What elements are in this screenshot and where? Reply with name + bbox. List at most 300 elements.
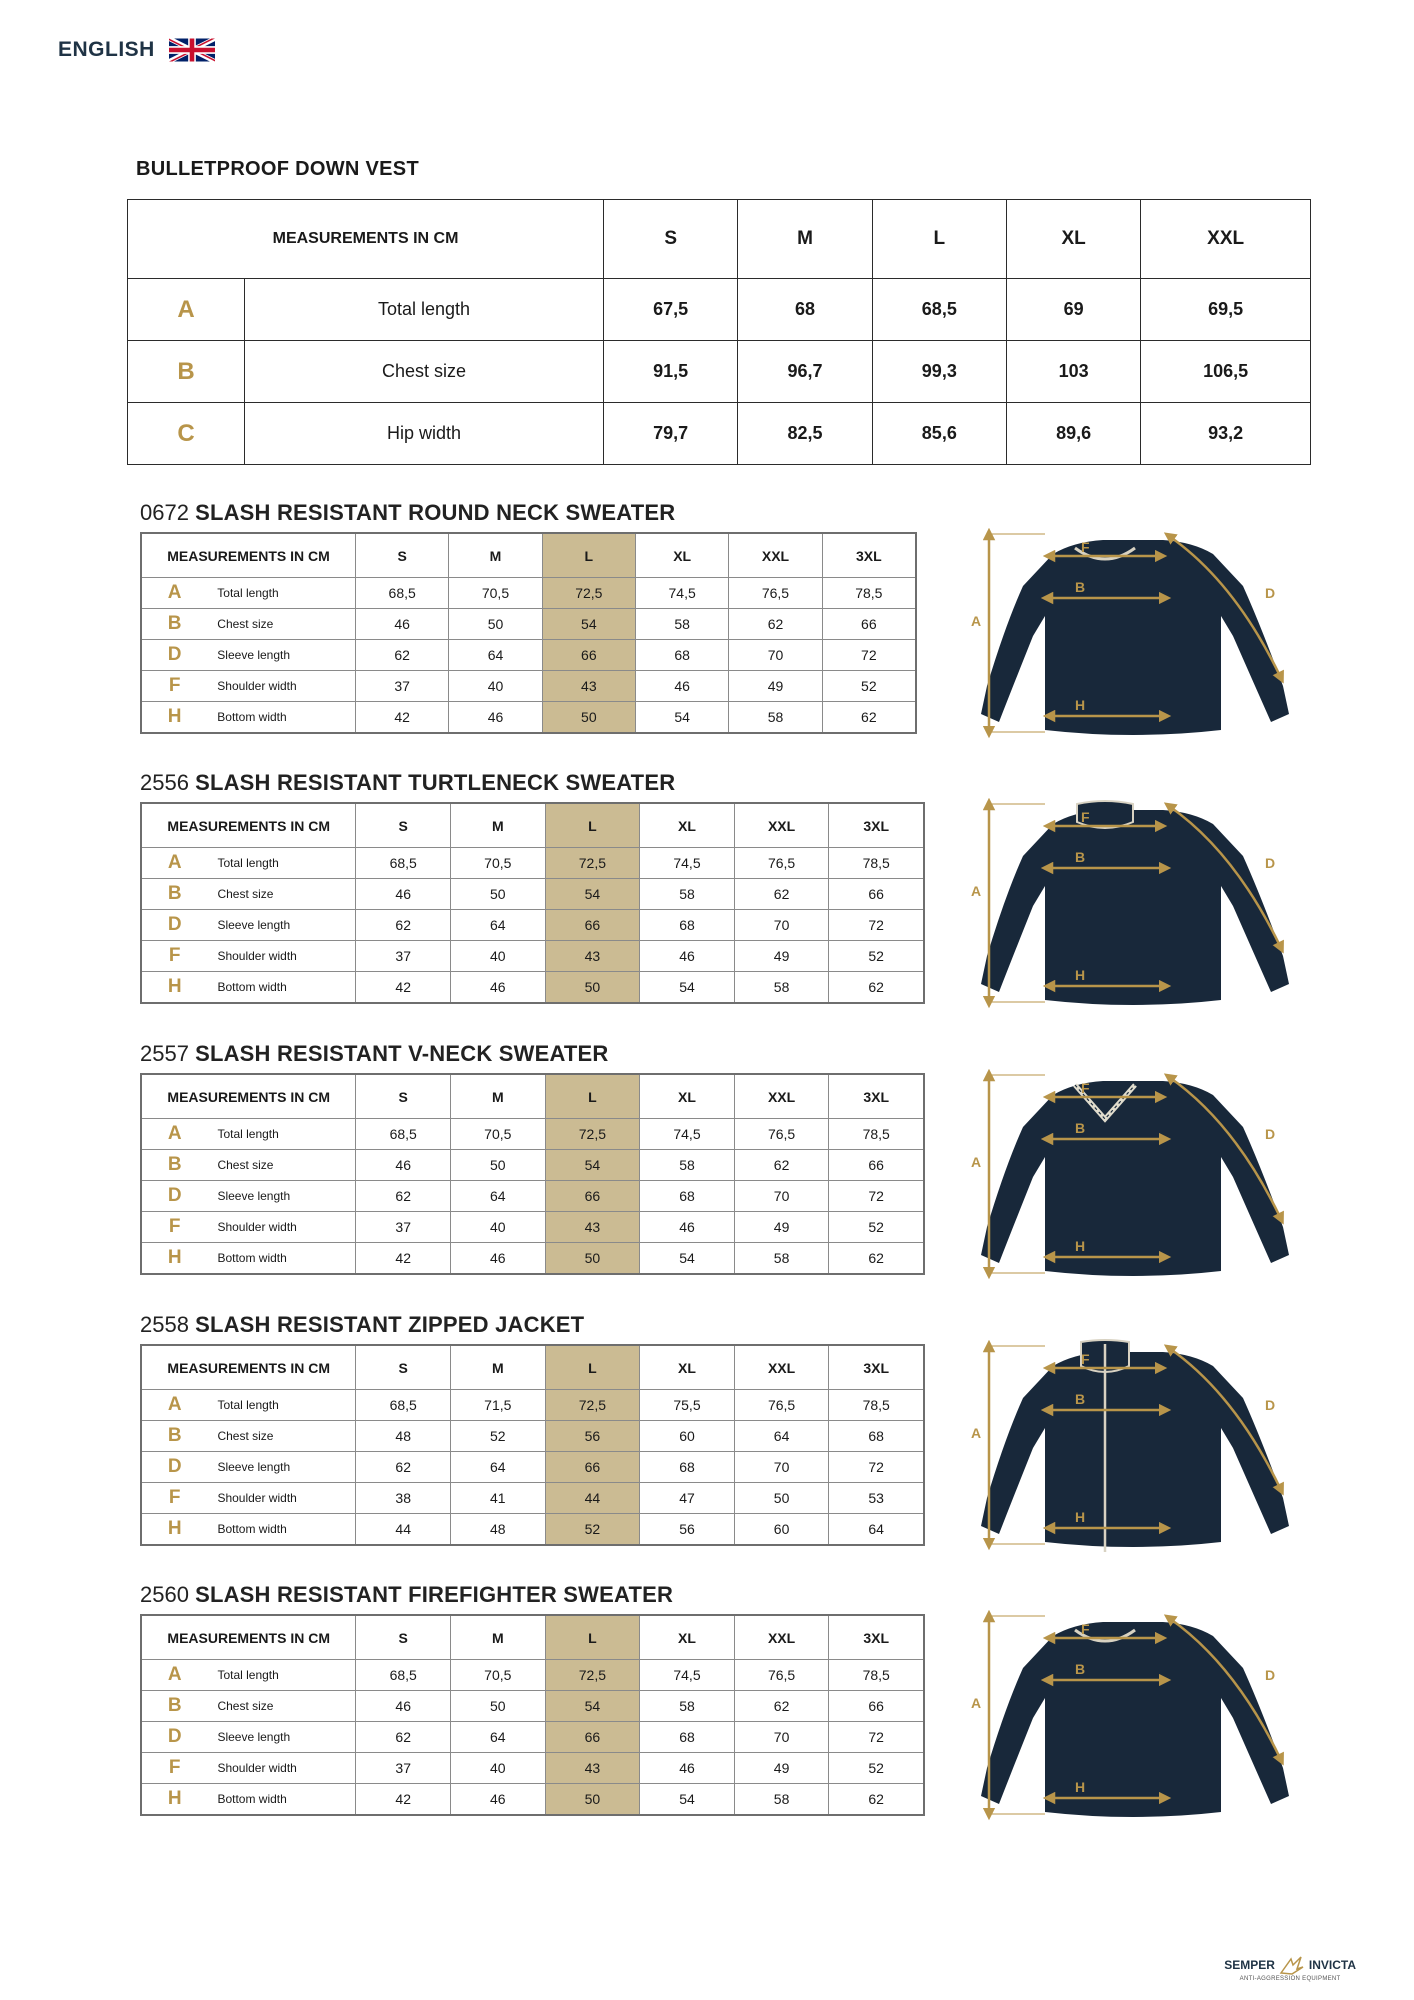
measurement-cell: 68,5 bbox=[356, 1660, 451, 1691]
size-table bbox=[140, 1614, 925, 1816]
size-header: 3XL bbox=[829, 803, 924, 848]
vest-row bbox=[128, 279, 1311, 341]
measurement-cell: 72 bbox=[829, 1722, 924, 1753]
measurement-cell: 74,5 bbox=[640, 848, 735, 879]
row-letter: H bbox=[141, 1784, 207, 1816]
vest-cell: 85,6 bbox=[872, 403, 1006, 465]
row-letter: F bbox=[141, 941, 207, 972]
measurement-cell: 72 bbox=[829, 1452, 924, 1483]
vest-cell: 96,7 bbox=[738, 341, 872, 403]
diagram-label-b: B bbox=[1075, 1661, 1086, 1677]
measurement-cell: 62 bbox=[822, 702, 916, 734]
row-label: Chest size bbox=[207, 1691, 355, 1722]
measurement-cell: 62 bbox=[734, 1691, 829, 1722]
measurement-cell: 53 bbox=[829, 1483, 924, 1514]
row-label: Chest size bbox=[207, 1421, 355, 1452]
measurement-row bbox=[141, 1483, 924, 1514]
measurement-cell: 76,5 bbox=[729, 578, 822, 609]
row-letter: A bbox=[141, 578, 207, 609]
row-letter: B bbox=[141, 1691, 207, 1722]
row-label: Sleeve length bbox=[207, 1452, 355, 1483]
vest-cell: 91,5 bbox=[604, 341, 738, 403]
measurement-cell: 70,5 bbox=[449, 578, 542, 609]
garment-diagram bbox=[965, 522, 1295, 747]
measurement-cell: 64 bbox=[451, 910, 546, 941]
measurement-cell: 50 bbox=[545, 1243, 640, 1275]
measurement-cell: 68,5 bbox=[356, 1119, 451, 1150]
diagram-label-f: F bbox=[1081, 1621, 1090, 1637]
measurement-row bbox=[141, 848, 924, 879]
measurement-cell: 44 bbox=[356, 1514, 451, 1546]
size-header: L bbox=[545, 1615, 640, 1660]
measurement-cell: 68 bbox=[640, 910, 735, 941]
measurement-cell: 70,5 bbox=[451, 1660, 546, 1691]
measurement-cell: 48 bbox=[451, 1514, 546, 1546]
measurements-header: MEASUREMENTS IN CM bbox=[141, 1615, 356, 1660]
size-header-row bbox=[141, 1615, 924, 1660]
measurement-cell: 40 bbox=[451, 941, 546, 972]
measurement-cell: 46 bbox=[356, 879, 451, 910]
measurement-cell: 50 bbox=[545, 1784, 640, 1816]
size-header: XXL bbox=[734, 1345, 829, 1390]
measurement-cell: 44 bbox=[545, 1483, 640, 1514]
measurement-cell: 66 bbox=[829, 1691, 924, 1722]
size-header: XXL bbox=[734, 803, 829, 848]
size-header: 3XL bbox=[829, 1074, 924, 1119]
vest-cell: 69 bbox=[1006, 279, 1140, 341]
measurement-cell: 52 bbox=[829, 941, 924, 972]
vest-size-l: L bbox=[872, 200, 1006, 279]
size-header: XL bbox=[640, 803, 735, 848]
measurement-cell: 54 bbox=[635, 702, 728, 734]
measurement-cell: 37 bbox=[356, 671, 449, 702]
size-header: S bbox=[356, 1615, 451, 1660]
measurement-cell: 62 bbox=[734, 1150, 829, 1181]
measurement-cell: 70,5 bbox=[451, 848, 546, 879]
measurement-cell: 62 bbox=[729, 609, 822, 640]
measurement-cell: 78,5 bbox=[829, 848, 924, 879]
measurement-row bbox=[141, 671, 916, 702]
measurement-cell: 75,5 bbox=[640, 1390, 735, 1421]
garment-section bbox=[140, 1041, 925, 1275]
row-letter: D bbox=[141, 640, 207, 671]
size-header: S bbox=[356, 1074, 451, 1119]
size-header: XXL bbox=[729, 533, 822, 578]
row-label: Sleeve length bbox=[207, 1181, 355, 1212]
measurement-cell: 68,5 bbox=[356, 1390, 451, 1421]
measurement-cell: 38 bbox=[356, 1483, 451, 1514]
size-header: L bbox=[542, 533, 635, 578]
size-header: S bbox=[356, 533, 449, 578]
size-table bbox=[140, 1073, 925, 1275]
measurement-cell: 46 bbox=[449, 702, 542, 734]
measurement-cell: 50 bbox=[451, 1150, 546, 1181]
measurement-cell: 54 bbox=[545, 879, 640, 910]
row-letter: H bbox=[141, 1514, 207, 1546]
row-letter: F bbox=[141, 1212, 207, 1243]
product-name: SLASH RESISTANT TURTLENECK SWEATER bbox=[195, 770, 676, 795]
measurements-header: MEASUREMENTS IN CM bbox=[141, 1074, 356, 1119]
vest-row-label: Total length bbox=[245, 279, 604, 341]
measurement-cell: 42 bbox=[356, 972, 451, 1004]
measurement-cell: 72 bbox=[829, 1181, 924, 1212]
measurement-cell: 49 bbox=[734, 1212, 829, 1243]
brand-left: SEMPER bbox=[1224, 1958, 1275, 1972]
measurement-cell: 72,5 bbox=[545, 1390, 640, 1421]
product-code: 0672 bbox=[140, 500, 189, 525]
row-letter: F bbox=[141, 671, 207, 702]
vest-header-label: MEASUREMENTS IN CM bbox=[128, 200, 604, 279]
measurement-cell: 68 bbox=[635, 640, 728, 671]
language-label: ENGLISH bbox=[58, 38, 155, 61]
measurement-cell: 49 bbox=[729, 671, 822, 702]
measurement-cell: 60 bbox=[640, 1421, 735, 1452]
size-header-row bbox=[141, 803, 924, 848]
vest-title: BULLETPROOF DOWN VEST bbox=[136, 158, 419, 180]
row-letter: D bbox=[141, 1181, 207, 1212]
section-title bbox=[140, 770, 925, 796]
measurement-cell: 70 bbox=[734, 910, 829, 941]
size-header: M bbox=[451, 1615, 546, 1660]
diagram-label-b: B bbox=[1075, 849, 1086, 865]
vest-row bbox=[128, 403, 1311, 465]
measurement-cell: 64 bbox=[449, 640, 542, 671]
row-letter: B bbox=[141, 1421, 207, 1452]
measurement-cell: 72,5 bbox=[545, 1660, 640, 1691]
measurement-cell: 58 bbox=[734, 972, 829, 1004]
size-header: XL bbox=[640, 1074, 735, 1119]
vest-row-label: Chest size bbox=[245, 341, 604, 403]
measurement-cell: 78,5 bbox=[822, 578, 916, 609]
measurement-row bbox=[141, 1243, 924, 1275]
size-header: 3XL bbox=[822, 533, 916, 578]
measurement-cell: 64 bbox=[734, 1421, 829, 1452]
measurement-cell: 66 bbox=[542, 640, 635, 671]
measurement-cell: 70 bbox=[729, 640, 822, 671]
measurement-cell: 54 bbox=[640, 972, 735, 1004]
measurement-row bbox=[141, 910, 924, 941]
measurement-cell: 52 bbox=[451, 1421, 546, 1452]
diagram-label-d: D bbox=[1265, 1397, 1276, 1413]
vest-row bbox=[128, 341, 1311, 403]
measurement-cell: 78,5 bbox=[829, 1119, 924, 1150]
size-header: 3XL bbox=[829, 1345, 924, 1390]
size-header: S bbox=[356, 803, 451, 848]
measurement-cell: 52 bbox=[829, 1753, 924, 1784]
measurement-cell: 58 bbox=[734, 1784, 829, 1816]
measurement-cell: 37 bbox=[356, 1753, 451, 1784]
section-title bbox=[140, 1041, 925, 1067]
measurement-row bbox=[141, 1452, 924, 1483]
row-letter: A bbox=[141, 1390, 207, 1421]
measurement-cell: 46 bbox=[640, 1212, 735, 1243]
row-label: Chest size bbox=[207, 1150, 355, 1181]
measurement-cell: 54 bbox=[545, 1691, 640, 1722]
product-name: SLASH RESISTANT ZIPPED JACKET bbox=[195, 1312, 585, 1337]
measurement-cell: 64 bbox=[451, 1181, 546, 1212]
measurement-cell: 58 bbox=[729, 702, 822, 734]
measurements-header: MEASUREMENTS IN CM bbox=[141, 533, 356, 578]
measurement-cell: 43 bbox=[545, 1753, 640, 1784]
measurement-cell: 76,5 bbox=[734, 1660, 829, 1691]
measurement-cell: 60 bbox=[734, 1514, 829, 1546]
row-label: Bottom width bbox=[207, 702, 355, 734]
language-selector[interactable] bbox=[58, 36, 215, 64]
vest-cell: 68,5 bbox=[872, 279, 1006, 341]
measurement-cell: 42 bbox=[356, 702, 449, 734]
measurement-cell: 42 bbox=[356, 1243, 451, 1275]
vest-size-m: M bbox=[738, 200, 872, 279]
measurement-cell: 70 bbox=[734, 1722, 829, 1753]
row-letter: D bbox=[141, 910, 207, 941]
diagram-label-d: D bbox=[1265, 1126, 1276, 1142]
measurement-cell: 43 bbox=[545, 1212, 640, 1243]
measurement-cell: 54 bbox=[640, 1784, 735, 1816]
measurement-cell: 68 bbox=[829, 1421, 924, 1452]
product-name: SLASH RESISTANT ROUND NECK SWEATER bbox=[195, 500, 676, 525]
row-letter: B bbox=[141, 1150, 207, 1181]
measurement-cell: 40 bbox=[449, 671, 542, 702]
row-label: Shoulder width bbox=[207, 941, 355, 972]
measurement-cell: 50 bbox=[545, 972, 640, 1004]
brand-tagline: ANTI-AGGRESSION EQUIPMENT bbox=[1239, 1976, 1341, 1982]
row-label: Chest size bbox=[207, 609, 355, 640]
measurement-cell: 66 bbox=[829, 879, 924, 910]
measurement-cell: 66 bbox=[822, 609, 916, 640]
vest-cell: 67,5 bbox=[604, 279, 738, 341]
size-header-row bbox=[141, 1345, 924, 1390]
vest-cell: 79,7 bbox=[604, 403, 738, 465]
row-label: Sleeve length bbox=[207, 910, 355, 941]
size-header-row bbox=[141, 1074, 924, 1119]
row-label: Chest size bbox=[207, 879, 355, 910]
measurement-cell: 74,5 bbox=[640, 1660, 735, 1691]
measurement-cell: 76,5 bbox=[734, 848, 829, 879]
measurement-cell: 72 bbox=[829, 910, 924, 941]
vest-size-s: S bbox=[604, 200, 738, 279]
measurement-cell: 46 bbox=[640, 941, 735, 972]
measurement-row bbox=[141, 1660, 924, 1691]
vest-cell: 99,3 bbox=[872, 341, 1006, 403]
measurement-cell: 62 bbox=[356, 910, 451, 941]
row-letter: H bbox=[141, 702, 207, 734]
garment-section bbox=[140, 770, 925, 1004]
measurement-cell: 42 bbox=[356, 1784, 451, 1816]
measurement-row bbox=[141, 1691, 924, 1722]
diagram-label-b: B bbox=[1075, 1391, 1086, 1407]
row-letter: F bbox=[141, 1483, 207, 1514]
measurement-cell: 40 bbox=[451, 1753, 546, 1784]
row-letter: A bbox=[141, 848, 207, 879]
row-label: Shoulder width bbox=[207, 1212, 355, 1243]
size-header: M bbox=[449, 533, 542, 578]
measurement-cell: 46 bbox=[451, 972, 546, 1004]
diagram-label-a: A bbox=[971, 883, 982, 899]
measurement-cell: 74,5 bbox=[635, 578, 728, 609]
measurement-row bbox=[141, 1150, 924, 1181]
garment-diagram bbox=[965, 792, 1295, 1017]
section-title bbox=[140, 1312, 925, 1338]
measurement-row bbox=[141, 1390, 924, 1421]
diagram-label-d: D bbox=[1265, 855, 1276, 871]
size-table bbox=[140, 1344, 925, 1546]
measurement-row bbox=[141, 640, 916, 671]
vest-row-letter: C bbox=[128, 403, 245, 465]
measurement-row bbox=[141, 972, 924, 1004]
measurement-cell: 72,5 bbox=[542, 578, 635, 609]
measurement-cell: 62 bbox=[829, 972, 924, 1004]
row-label: Total length bbox=[207, 1390, 355, 1421]
measurement-cell: 62 bbox=[356, 640, 449, 671]
row-letter: H bbox=[141, 972, 207, 1004]
size-header: XXL bbox=[734, 1615, 829, 1660]
product-code: 2557 bbox=[140, 1041, 189, 1066]
measurement-cell: 72,5 bbox=[545, 848, 640, 879]
garment-section bbox=[140, 500, 917, 734]
vest-row-label: Hip width bbox=[245, 403, 604, 465]
row-label: Shoulder width bbox=[207, 671, 355, 702]
vest-row-letter: B bbox=[128, 341, 245, 403]
measurement-cell: 74,5 bbox=[640, 1119, 735, 1150]
measurement-cell: 43 bbox=[545, 941, 640, 972]
size-header: XL bbox=[640, 1345, 735, 1390]
measurement-cell: 68 bbox=[640, 1452, 735, 1483]
measurement-row bbox=[141, 1212, 924, 1243]
measurement-row bbox=[141, 941, 924, 972]
vest-cell: 69,5 bbox=[1141, 279, 1311, 341]
measurement-cell: 64 bbox=[451, 1722, 546, 1753]
product-name: SLASH RESISTANT FIREFIGHTER SWEATER bbox=[195, 1582, 674, 1607]
measurement-cell: 66 bbox=[545, 1722, 640, 1753]
measurement-cell: 37 bbox=[356, 941, 451, 972]
vest-cell: 106,5 bbox=[1141, 341, 1311, 403]
section-title bbox=[140, 500, 917, 526]
measurement-cell: 50 bbox=[542, 702, 635, 734]
measurement-row bbox=[141, 578, 916, 609]
measurement-cell: 49 bbox=[734, 941, 829, 972]
diagram-label-f: F bbox=[1081, 809, 1090, 825]
measurement-cell: 72,5 bbox=[545, 1119, 640, 1150]
diagram-label-d: D bbox=[1265, 585, 1276, 601]
measurement-cell: 52 bbox=[829, 1212, 924, 1243]
measurement-cell: 70 bbox=[734, 1181, 829, 1212]
row-label: Sleeve length bbox=[207, 640, 355, 671]
section-title bbox=[140, 1582, 925, 1608]
diagram-label-f: F bbox=[1081, 1351, 1090, 1367]
measurement-cell: 50 bbox=[451, 1691, 546, 1722]
size-header-row bbox=[141, 533, 916, 578]
measurement-cell: 47 bbox=[640, 1483, 735, 1514]
measurement-cell: 66 bbox=[545, 910, 640, 941]
measurement-cell: 41 bbox=[451, 1483, 546, 1514]
measurement-cell: 62 bbox=[734, 879, 829, 910]
measurement-cell: 64 bbox=[829, 1514, 924, 1546]
measurement-cell: 62 bbox=[356, 1452, 451, 1483]
measurement-cell: 46 bbox=[356, 609, 449, 640]
measurement-cell: 46 bbox=[635, 671, 728, 702]
measurement-cell: 76,5 bbox=[734, 1390, 829, 1421]
size-header: 3XL bbox=[829, 1615, 924, 1660]
row-label: Bottom width bbox=[207, 1243, 355, 1275]
row-label: Shoulder width bbox=[207, 1753, 355, 1784]
measurement-cell: 72 bbox=[822, 640, 916, 671]
measurement-row bbox=[141, 1514, 924, 1546]
diagram-label-f: F bbox=[1081, 1080, 1090, 1096]
size-table bbox=[140, 532, 917, 734]
measurement-cell: 58 bbox=[734, 1243, 829, 1275]
vest-cell: 103 bbox=[1006, 341, 1140, 403]
size-header: L bbox=[545, 803, 640, 848]
garment-diagram bbox=[965, 1063, 1295, 1288]
measurement-cell: 49 bbox=[734, 1753, 829, 1784]
measurement-cell: 46 bbox=[356, 1150, 451, 1181]
measurement-cell: 56 bbox=[640, 1514, 735, 1546]
vest-size-xxl: XXL bbox=[1141, 200, 1311, 279]
row-letter: B bbox=[141, 879, 207, 910]
measurement-cell: 71,5 bbox=[451, 1390, 546, 1421]
measurement-cell: 54 bbox=[545, 1150, 640, 1181]
product-code: 2558 bbox=[140, 1312, 189, 1337]
size-header: S bbox=[356, 1345, 451, 1390]
measurement-cell: 64 bbox=[451, 1452, 546, 1483]
row-letter: H bbox=[141, 1243, 207, 1275]
measurement-cell: 46 bbox=[356, 1691, 451, 1722]
measurement-cell: 78,5 bbox=[829, 1660, 924, 1691]
size-header: XL bbox=[635, 533, 728, 578]
diagram-label-d: D bbox=[1265, 1667, 1276, 1683]
measurement-cell: 66 bbox=[545, 1452, 640, 1483]
row-label: Bottom width bbox=[207, 972, 355, 1004]
diagram-label-a: A bbox=[971, 1425, 982, 1441]
diagram-label-a: A bbox=[971, 613, 982, 629]
measurement-row bbox=[141, 702, 916, 734]
measurement-cell: 46 bbox=[451, 1784, 546, 1816]
diagram-label-h: H bbox=[1075, 1509, 1086, 1525]
measurement-cell: 58 bbox=[640, 1691, 735, 1722]
measurement-cell: 48 bbox=[356, 1421, 451, 1452]
measurement-cell: 58 bbox=[640, 879, 735, 910]
diagram-label-a: A bbox=[971, 1154, 982, 1170]
measurement-cell: 56 bbox=[545, 1421, 640, 1452]
measurement-cell: 43 bbox=[542, 671, 635, 702]
measurement-cell: 62 bbox=[829, 1784, 924, 1816]
measurement-cell: 70,5 bbox=[451, 1119, 546, 1150]
diagram-label-h: H bbox=[1075, 1779, 1086, 1795]
measurement-row bbox=[141, 1119, 924, 1150]
product-code: 2556 bbox=[140, 770, 189, 795]
winged-logo-icon bbox=[1279, 1955, 1305, 1975]
product-name: SLASH RESISTANT V-NECK SWEATER bbox=[195, 1041, 609, 1066]
row-label: Bottom width bbox=[207, 1784, 355, 1816]
diagram-label-h: H bbox=[1075, 697, 1086, 713]
vest-header-row bbox=[128, 200, 1311, 279]
garment-section bbox=[140, 1582, 925, 1816]
brand-right: INVICTA bbox=[1308, 1958, 1356, 1972]
size-header: XXL bbox=[734, 1074, 829, 1119]
row-label: Sleeve length bbox=[207, 1722, 355, 1753]
garment-section bbox=[140, 1312, 925, 1546]
size-header: M bbox=[451, 1345, 546, 1390]
size-header: XL bbox=[640, 1615, 735, 1660]
measurement-cell: 46 bbox=[640, 1753, 735, 1784]
measurement-row bbox=[141, 879, 924, 910]
row-letter: F bbox=[141, 1753, 207, 1784]
row-letter: A bbox=[141, 1119, 207, 1150]
measurement-cell: 68,5 bbox=[356, 578, 449, 609]
measurement-cell: 54 bbox=[640, 1243, 735, 1275]
measurement-cell: 52 bbox=[822, 671, 916, 702]
brand-logo bbox=[1224, 1955, 1356, 1982]
